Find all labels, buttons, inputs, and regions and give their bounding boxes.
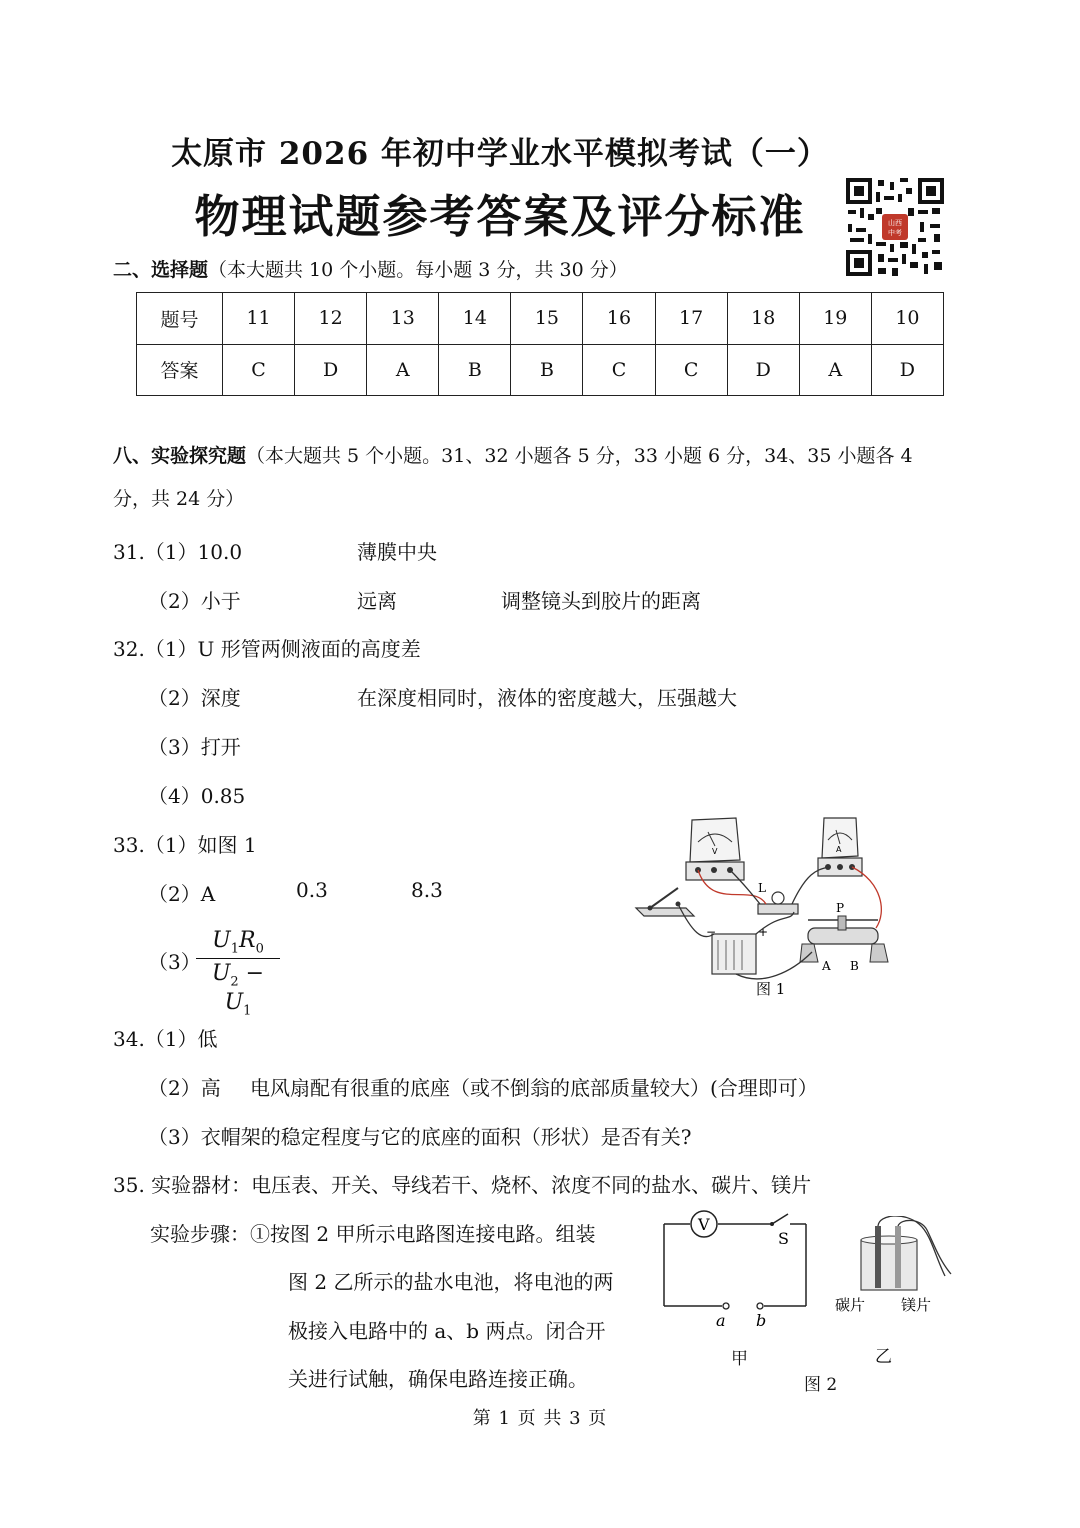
answer-cell: C <box>655 344 727 396</box>
answer-table-row-questions <box>137 293 944 345</box>
figure-2a-caption: 甲 <box>731 1349 748 1369</box>
formula-denominator: $U_2 - U_1$ <box>211 961 265 1019</box>
qr-badge-text-1: 山西 <box>888 219 902 227</box>
figure-1-caption: 图 1 <box>756 980 786 997</box>
figure-2-caption: 图 2 <box>804 1375 838 1395</box>
q33-part3-label: （3） <box>148 950 201 974</box>
battery-minus-label: − <box>706 925 717 939</box>
rheostat-p-label: P <box>836 901 845 915</box>
question-number: 16 <box>583 293 655 345</box>
q31-part2-label: （2）小于 <box>148 589 241 613</box>
q32-part4: （4）0.85 <box>148 784 246 808</box>
q31-part2-answer2: 调整镜头到胶片的距离 <box>501 589 701 613</box>
answer-table <box>136 292 944 396</box>
answer-cell: B <box>439 344 511 396</box>
section8-desc-line1: （本大题共 5 个小题。31、32 小题各 5 分，33 小题 6 分，34、35 小题各 4 <box>246 445 913 467</box>
fig2a-point-a-label: a <box>716 1311 726 1328</box>
q33-part2-answer2: 8.3 <box>411 878 443 902</box>
page-footer: 第 1 页 共 3 页 <box>472 1408 608 1429</box>
q33-part2-answer1: 0.3 <box>296 878 328 902</box>
bulb-label: L <box>758 881 766 895</box>
answer-cell: D <box>295 344 367 396</box>
answer-cell: D <box>871 344 943 396</box>
q31-part1-answer: 薄膜中央 <box>357 540 437 564</box>
question-number: 18 <box>727 293 799 345</box>
fig2a-voltmeter-label: V <box>698 1215 710 1234</box>
q35-steps-line2: 图 2 乙所示的盐水电池，将电池的两 <box>288 1270 614 1294</box>
answer-cell: C <box>223 344 295 396</box>
q34-part1: 34.（1）低 <box>113 1027 218 1051</box>
fig2a-switch-label: S <box>778 1229 789 1248</box>
rheostat-a-label: A <box>822 959 831 973</box>
question-number: 10 <box>871 293 943 345</box>
q34-part3: （3）衣帽架的稳定程度与它的底座的面积（形状）是否有关? <box>148 1125 692 1149</box>
figure-2b-salt-battery <box>835 1216 955 1316</box>
table-row-label: 题号 <box>137 293 223 345</box>
question-number: 12 <box>295 293 367 345</box>
section8-heading <box>113 441 913 468</box>
rheostat-icon <box>800 901 888 973</box>
answer-table-row-answers <box>137 344 944 396</box>
q31-part2-answer1: 远离 <box>357 589 397 613</box>
q34-part2-label: （2）高 <box>148 1076 221 1100</box>
q35-steps-line1: 实验步骤：①按图 2 甲所示电路图连接电路。组装 <box>150 1222 596 1246</box>
rheostat-b-label: B <box>850 959 859 973</box>
q32-part2-answer: 在深度相同时，液体的密度越大，压强越大 <box>357 686 737 710</box>
figure-2a-circuit-diagram <box>660 1208 810 1328</box>
section2-desc: （本大题共 10 个小题。每小题 3 分，共 30 分） <box>208 259 628 281</box>
switch-icon <box>636 888 694 916</box>
figure-2b-caption: 乙 <box>875 1347 892 1367</box>
question-number: 15 <box>511 293 583 345</box>
q32-part1: 32.（1）U 形管两侧液面的高度差 <box>113 637 421 661</box>
fig2b-magnesium-label: 镁片 <box>901 1296 932 1314</box>
section8-title: 八、实验探究题 <box>113 445 247 467</box>
q33-formula <box>196 928 280 1018</box>
battery-plus-label: + <box>758 925 769 939</box>
section8-desc-line2: 分，共 24 分） <box>113 488 245 510</box>
page-title-line1: 太原市 2026 年初中学业水平模拟考试（一） <box>171 136 829 172</box>
page-title-line2: 物理试题参考答案及评分标准 <box>194 190 806 243</box>
formula-numerator: $U_1R_0$ <box>196 928 280 959</box>
question-number: 17 <box>655 293 727 345</box>
question-number: 11 <box>223 293 295 345</box>
ammeter-label: A <box>836 845 842 854</box>
table-row-label: 答案 <box>137 344 223 396</box>
q35-steps-line4: 关进行试触，确保电路连接正确。 <box>288 1367 588 1391</box>
q35-materials: 35. 实验器材：电压表、开关、导线若干、烧杯、浓度不同的盐水、碳片、镁片 <box>113 1173 812 1197</box>
q32-part3: （3）打开 <box>148 735 241 759</box>
answer-cell: A <box>799 344 871 396</box>
q35-steps-line3: 极接入电路中的 a、b 两点。闭合开 <box>288 1319 606 1343</box>
voltmeter-label: V <box>712 847 718 856</box>
voltmeter-icon <box>686 818 744 880</box>
answer-cell: C <box>583 344 655 396</box>
q33-part1: 33.（1）如图 1 <box>113 833 257 857</box>
fig2a-point-b-label: b <box>756 1311 767 1328</box>
qr-badge-text-2: 中考 <box>888 229 902 237</box>
q34-part2-answer: 电风扇配有很重的底座（或不倒翁的底部质量较大）(合理即可） <box>250 1076 818 1100</box>
figure-1-circuit <box>632 812 902 997</box>
qr-code <box>846 178 944 276</box>
fig2b-carbon-label: 碳片 <box>835 1296 866 1314</box>
q31-part1-label: 31.（1）10.0 <box>113 540 243 564</box>
q33-part2-label: （2）A <box>148 882 216 906</box>
bulb-icon <box>758 881 798 914</box>
section2-title: 二、选择题 <box>113 259 209 281</box>
section2-heading <box>113 255 628 282</box>
question-number: 13 <box>367 293 439 345</box>
question-number: 14 <box>439 293 511 345</box>
answer-cell: A <box>367 344 439 396</box>
question-number: 19 <box>799 293 871 345</box>
answer-cell: B <box>511 344 583 396</box>
q32-part2-label: （2）深度 <box>148 686 241 710</box>
answer-cell: D <box>727 344 799 396</box>
